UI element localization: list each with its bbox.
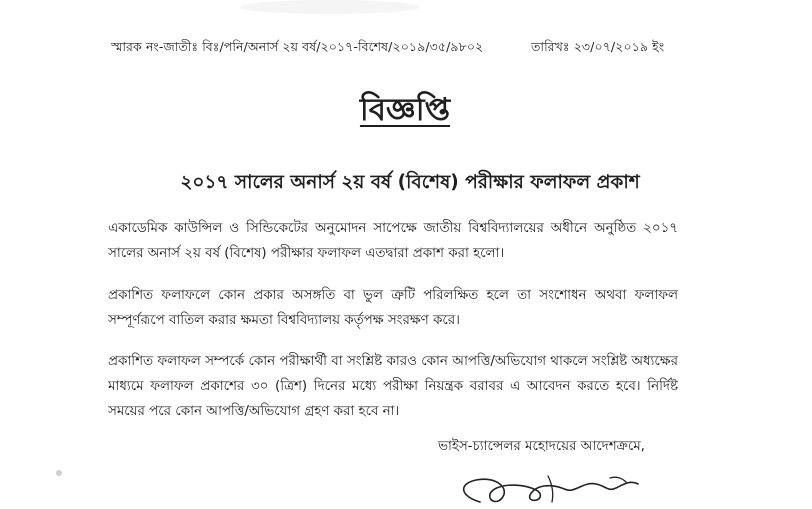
handwritten-signature-icon xyxy=(440,462,660,509)
memo-date: তারিখঃ ২৩/০৭/২০১৯ ইং xyxy=(531,39,665,54)
memo-reference-number: স্মারক নং-জাতীঃ বিঃ/পনি/অনার্স ২য় বর্ষ/২০১৭-বিশেষ/২০১৯/৩৫/৯৮০২ xyxy=(111,39,484,54)
paragraph-result-publication: একাডেমিক কাউন্সিল ও সিন্ডিকেটের অনুমোদন সাপেক্ষে জাতীয় বিশ্ববিদ্যালয়ের অধীনে অনুষ্ঠিত ২০১৭ সালের অনার্স ২য় বর্ষ (বিশেষ) পরীক্ষার ফলাফল এতদ্বারা প্রকাশ করা হলো। xyxy=(108,221,678,261)
scan-smudge xyxy=(240,0,420,14)
scan-smudge xyxy=(56,470,62,476)
notice-subheading: ২০১৭ সালের অনার্স ২য় বর্ষ (বিশেষ) পরীক্ষার ফলাফল প্রকাশ xyxy=(180,172,640,193)
notice-heading: বিজ্ঞপ্তি xyxy=(359,92,451,128)
paragraph-objection-procedure: প্রকাশিত ফলাফল সম্পর্কে কোন পরীক্ষার্থী বা সংশ্লিষ্ট কারও কোন আপত্তি/অভিযোগ থাকলে সংশ্লিষ্ট অধ্যক্ষের মাধ্যমে ফলাফল প্রকাশের ৩০ (ত্রিশ) দিনের মধ্যে পরীক্ষা নিয়ন্ত্রক বরাবর এ আবেদন করতে হবে। নির্দিষ্ট সময়ের পরে কোন আপত্তি/অভিযোগ গ্রহণ করা হবে না। xyxy=(108,354,678,419)
paragraph-correction-rights: প্রকাশিত ফলাফলে কোন প্রকার অসঙ্গতি বা ভুল ত্রুটি পরিলক্ষিত হলে তা সংশোধন অথবা ফলাফল সম্পূর্ণরূপে বাতিল করার ক্ষমতা বিশ্ববিদ্যালয় কর্তৃপক্ষ সংরক্ষণ করে। xyxy=(108,288,678,328)
closing-line: ভাইস-চ্যান্সেলর মহোদয়ের আদেশক্রমে, xyxy=(438,439,645,454)
